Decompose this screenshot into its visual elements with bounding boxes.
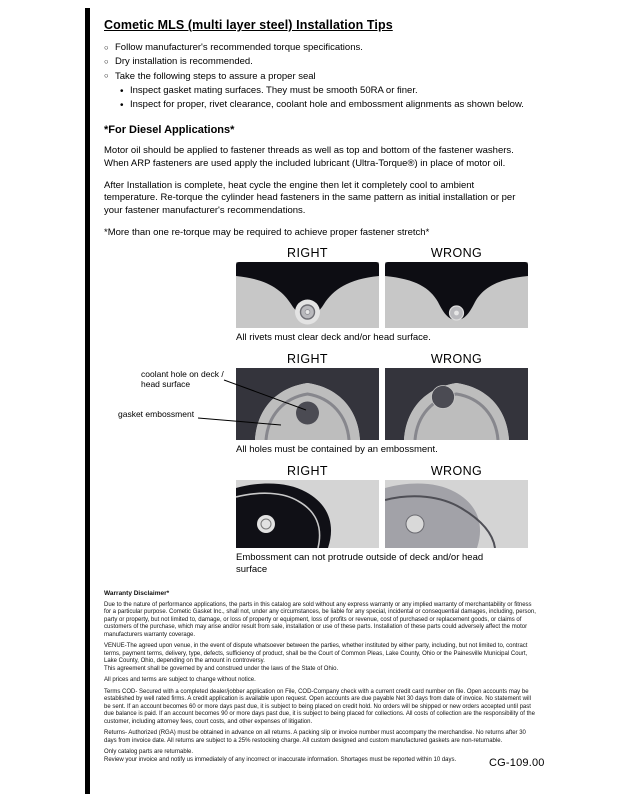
embossment-wrong-diagram bbox=[385, 480, 528, 548]
figure-labels bbox=[236, 352, 528, 366]
legal-paragraph: Terms COD- Secured with a completed dealer/jobber application on File, COD-Company check with a current credit card number on file. Open accounts may be established by well rated firms. A credit application is available upon request. Open accounts are due payable Net 30 days from date of invoice. No statement will be sent. If an account becomes 60 or more days past due, it is subject to being placed on credit hold. No orders will be shipped or new orders accepted until past due balance is paid. If an account becomes 90 or more days past due, it is subject to being placed for collections. All costs of collection are the responsibility of the customer, including attorney fees, court costs, and other expenses of litigation. bbox=[104, 688, 535, 725]
wrong-label: WRONG bbox=[430, 463, 483, 478]
rivet-clear-right-diagram bbox=[236, 262, 379, 328]
figure-images bbox=[118, 368, 528, 440]
figure-labels bbox=[236, 464, 528, 478]
gasket-embossment-annotation: gasket embossment bbox=[118, 409, 195, 420]
figure-row-coolant-holes bbox=[118, 352, 528, 456]
legal-paragraph: Only catalog parts are returnable. bbox=[104, 749, 194, 756]
legal-paragraph: VENUE-The agreed upon venue, in the event of dispute whatsoever between the parties, whether instituted by either party, including, but not limited to, contract terms, payment terms, delivery, type, defects, sufficiency of product, shall be the Court of Common Pleas, Lake County, Ohio or the Painesville Municipal Court, Lake County, Ohio, depending on the amount in controversy. bbox=[104, 643, 528, 665]
tip-item: ○ Follow manufacturer's recommended torque specifications. bbox=[104, 42, 540, 54]
coolant-hole-annotation: coolant hole on deck / head surface bbox=[141, 369, 224, 389]
figure-caption: All holes must be contained by an embossment. bbox=[236, 444, 438, 456]
bolt-hole bbox=[406, 515, 424, 533]
wrong-label: WRONG bbox=[430, 246, 483, 261]
figure-row-rivets bbox=[236, 246, 528, 344]
warranty-disclaimer-heading: Warranty Disclaimer* bbox=[104, 589, 170, 597]
diesel-applications-heading: *For Diesel Applications* bbox=[104, 123, 235, 136]
tip-item: ○ Dry installation is recommended. bbox=[104, 56, 540, 68]
rivet-clear-wrong-diagram bbox=[385, 262, 528, 328]
page-content bbox=[104, 18, 540, 768]
figure-images bbox=[236, 480, 528, 548]
installation-tips-sublist bbox=[120, 85, 540, 112]
tip-subitem: • Inspect for proper, rivet clearance, coolant hole and embossment alignments as shown below. bbox=[120, 99, 540, 111]
right-label: RIGHT bbox=[287, 246, 328, 261]
tip-subitem: • Inspect gasket mating surfaces. They must be smooth 50RA or finer. bbox=[120, 85, 540, 97]
right-label: RIGHT bbox=[287, 352, 328, 367]
wrong-label: WRONG bbox=[430, 352, 483, 367]
rivet-center bbox=[305, 310, 310, 315]
legal-paragraph: All prices and terms are subject to change without notice. bbox=[104, 677, 256, 684]
figure-caption: Embossment can not protrude outside of deck and/or head surface bbox=[236, 551, 484, 575]
coolant-hole-wrong-diagram bbox=[385, 368, 528, 440]
retorque-note: *More than one re-torque may be required to achieve proper fastener stretch* bbox=[104, 227, 430, 239]
figures-section bbox=[118, 246, 528, 576]
legal-paragraph: Returns- Authorized (RGA) must be obtained in advance on all returns. A packing slip or invoice number must accompany the merchandise. No returns after 30 days from invoice date. All returns are subject to a 25% restocking charge. All custom designed and custom manufactured gaskets are non-returnable. bbox=[104, 730, 526, 744]
coolant-hole bbox=[296, 402, 319, 425]
rivet-center bbox=[454, 311, 459, 316]
installation-tips-list bbox=[104, 42, 540, 83]
legal-paragraph: Due to the nature of performance applications, the parts in this catalog are sold without any express warranty or any implied warranty of merchantability or fitness for a particular purpose. Cometic Gasket Inc., shall not, under any circumstances, be liable for any special, incidental or consequential damages, including, person, party or property, but not limited to, damage, or loss of property or equipment, loss of profits or revenue, cost of purchased or replacement goods, or claims of customers of the purchase, which may arise and/or result from sale, installation or use of these parts. Installation of these parts could adversely affect the motor manufacturers warranty coverage. bbox=[104, 601, 536, 638]
diesel-paragraph-1: Motor oil should be applied to fastener threads as well as top and bottom of the fastener washers. When ARP fasteners are used apply the included lubricant (Ultra-Torque®) in place of motor oil. bbox=[104, 144, 514, 169]
legal-section bbox=[104, 590, 538, 765]
figure-row-embossment bbox=[236, 464, 528, 576]
diesel-paragraph-2: After Installation is complete, heat cycle the engine then let it completely cool to ambient temperature. Re-torque the cylinder head fasteners in the same pattern as initial installation or per your fastener manufacturer's recommendations. bbox=[104, 179, 516, 217]
coolant-hole-right-diagram bbox=[236, 368, 379, 440]
page-title: Cometic MLS (multi layer steel) Installation Tips bbox=[104, 18, 393, 32]
figure-caption: All rivets must clear deck and/or head surface. bbox=[236, 332, 431, 344]
coolant-hole bbox=[432, 386, 455, 409]
right-label: RIGHT bbox=[287, 463, 328, 478]
figure-images bbox=[236, 262, 528, 328]
embossment-right-diagram bbox=[236, 480, 379, 548]
document-number: CG-109.00 bbox=[489, 757, 545, 769]
binding-edge-bar bbox=[85, 8, 90, 794]
tip-item: ○ Take the following steps to assure a proper seal bbox=[104, 71, 540, 83]
legal-paragraph: Review your invoice and notify us immediately of any incorrect or inaccurate information. Shortages must be reported within 10 days. bbox=[104, 756, 457, 763]
bolt-hole bbox=[257, 515, 275, 533]
figure-labels bbox=[236, 246, 528, 260]
legal-paragraph: This agreement shall be governed by and construed under the laws of the State of Ohio. bbox=[104, 665, 339, 672]
